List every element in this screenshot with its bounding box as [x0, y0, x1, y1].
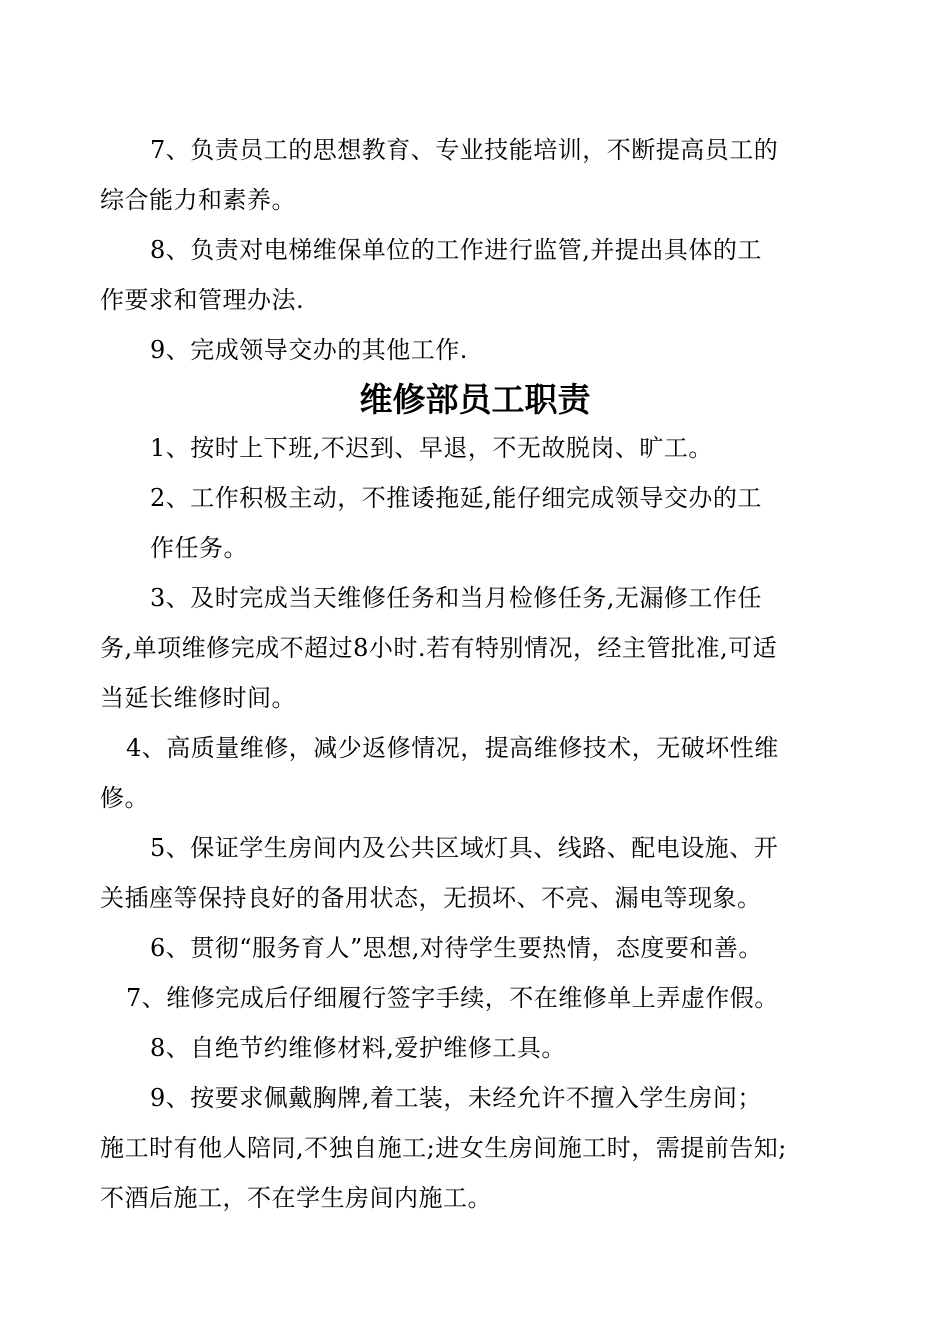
item-4-line-2: 修。	[100, 784, 149, 812]
item-9-line-2: 施工时有他人陪同,不独自施工;进女生房间施工时，需提前告知;	[100, 1134, 787, 1162]
item-5-line-1: 5、保证学生房间内及公共区域灯具、线路、配电设施、开	[150, 834, 779, 862]
prev-item-9-line-1: 9、完成领导交办的其他工作.	[150, 336, 468, 364]
item-3-line-3: 当延长维修时间。	[100, 684, 296, 712]
prev-item-7-line-1: 7、负责员工的思想教育、专业技能培训，不断提高员工的	[150, 136, 779, 164]
section-title: 维修部员工职责	[359, 380, 591, 419]
item-3-line-2: 务,单项维修完成不超过8小时.若有特别情况，经主管批准,可适	[100, 634, 778, 662]
prev-item-8-line-1: 8、负责对电梯维保单位的工作进行监管,并提出具体的工	[150, 236, 762, 264]
item-8-line-1: 8、自绝节约维修材料,爱护维修工具。	[150, 1034, 566, 1062]
prev-item-8-line-2: 作要求和管理办法.	[100, 286, 305, 314]
item-9-line-3: 不酒后施工，不在学生房间内施工。	[100, 1184, 492, 1212]
item-7-line-1: 7、维修完成后仔细履行签字手续，不在维修单上弄虚作假。	[126, 984, 779, 1012]
item-2-line-1: 2、工作积极主动，不推诿拖延,能仔细完成领导交办的工	[150, 484, 762, 512]
prev-item-7-line-2: 综合能力和素养。	[100, 186, 296, 214]
item-4-line-1: 4、高质量维修，减少返修情况，提高维修技术，无破坏性维	[126, 734, 779, 762]
item-9-line-1: 9、按要求佩戴胸牌,着工装，未经允许不擅入学生房间；	[150, 1084, 762, 1112]
item-3-line-1: 3、及时完成当天维修任务和当月检修任务,无漏修工作任	[150, 584, 762, 612]
item-2-line-2: 作任务。	[150, 534, 248, 562]
item-1-line-1: 1、按时上下班,不迟到、早退，不无故脱岗、旷工。	[150, 434, 713, 462]
item-6-line-1: 6、贯彻“服务育人”思想,对待学生要热情，态度要和善。	[150, 934, 763, 962]
item-5-line-2: 关插座等保持良好的备用状态，无损坏、不亮、漏电等现象。	[100, 884, 762, 912]
